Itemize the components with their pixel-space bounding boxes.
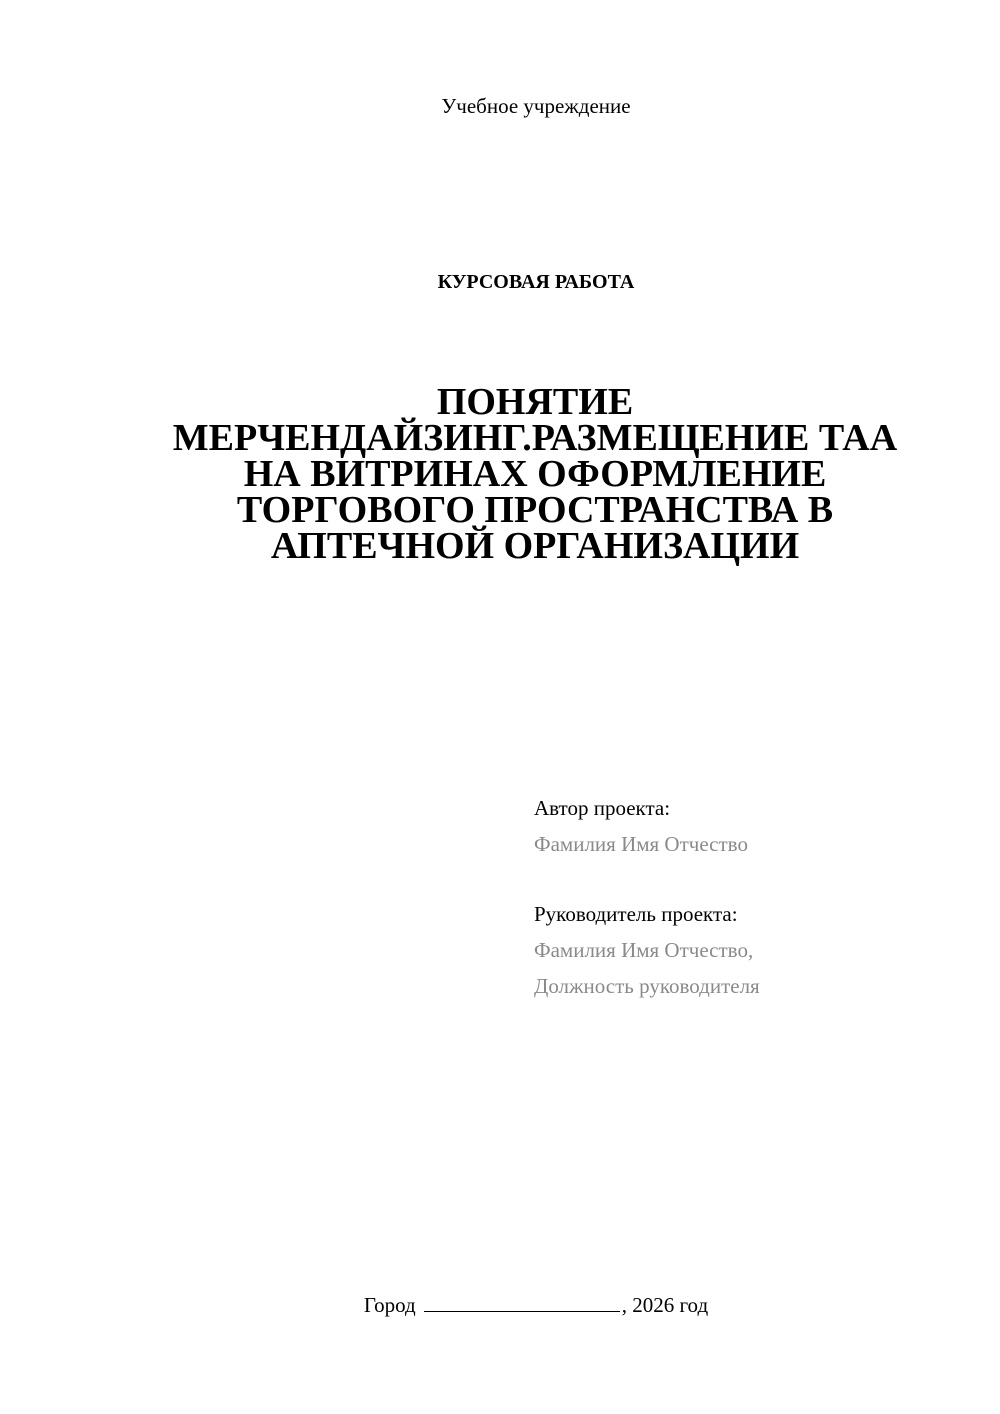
year-text: , 2026 год	[621, 1293, 709, 1317]
city-blank-line	[424, 1291, 620, 1312]
work-title	[140, 381, 930, 567]
city-year-line	[36, 1290, 1000, 1320]
title-line-1: ПОНЯТИЕ	[436, 381, 634, 423]
city-label: Город	[363, 1293, 416, 1317]
author-label: Автор проекта:	[534, 796, 671, 820]
supervisor-name-placeholder: Фамилия Имя Отчество,	[534, 938, 754, 962]
title-line-4: ТОРГОВОГО ПРОСТРАНСТВА В	[236, 489, 834, 531]
title-line-3: НА ВИТРИНАХ ОФОРМЛЕНИЕ	[243, 453, 827, 495]
credits-block	[534, 790, 974, 1004]
supervisor-label: Руководитель проекта:	[534, 902, 738, 926]
work-type-heading: КУРСОВАЯ РАБОТА	[437, 271, 635, 293]
institution-name: Учебное учреждение	[441, 94, 631, 118]
title-line-2: МЕРЧЕНДАЙЗИНГ.РАЗМЕЩЕНИЕ ТАА	[172, 417, 898, 459]
title-line-5: АПТЕЧНОЙ ОРГАНИЗАЦИИ	[270, 525, 800, 567]
credits-spacer	[534, 862, 974, 896]
author-name-placeholder: Фамилия Имя Отчество	[534, 832, 748, 856]
supervisor-position-placeholder: Должность руководителя	[534, 974, 760, 998]
